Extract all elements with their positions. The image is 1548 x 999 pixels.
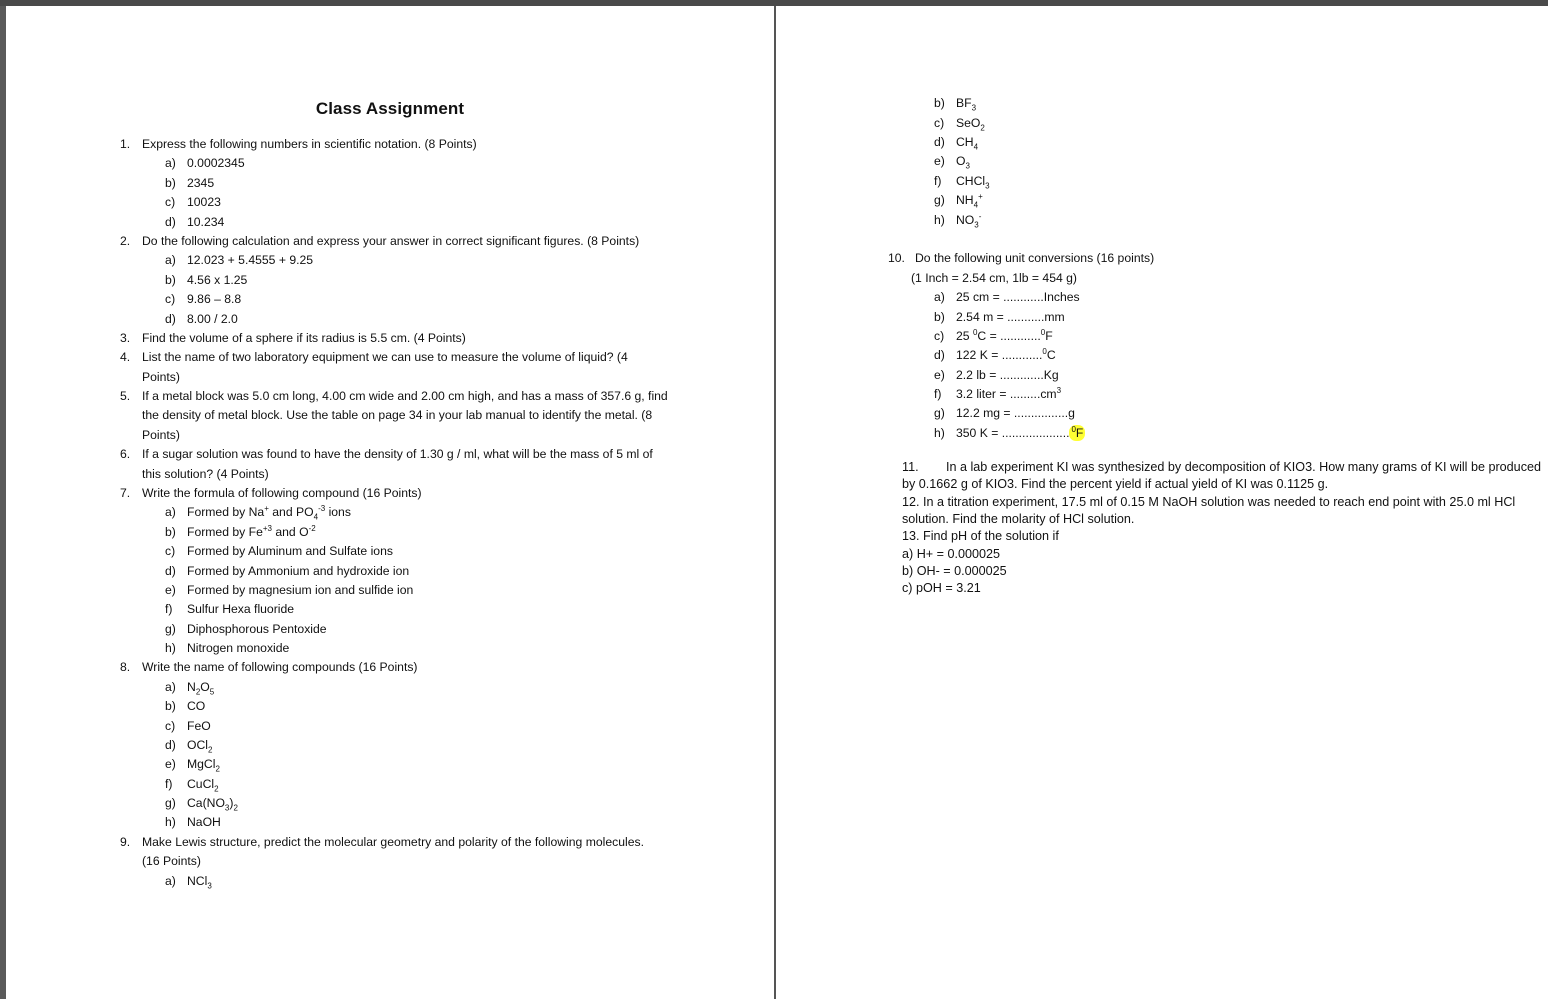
item-label: a) (165, 253, 176, 267)
list-item: a) H+ = 0.000025 (902, 547, 1001, 561)
list-item: 2.54 m = ...........mm (956, 310, 1065, 324)
question-3-text: Find the volume of a sphere if its radius is 5.5 cm. (4 Points) (142, 331, 466, 345)
item-label: b) (934, 310, 945, 324)
item-label: a) (165, 156, 176, 170)
question-number: 8. (120, 660, 131, 674)
question-number: 3. (120, 331, 131, 345)
list-item: 25 $^0$C = ............$^0$F (956, 327, 1053, 343)
list-item: Formed by Aluminum and Sulfate ions (187, 544, 393, 558)
item-label: d) (165, 215, 176, 229)
item-label: c) (934, 329, 945, 343)
formula-item: CuCl$_2$ (187, 777, 219, 794)
question-5-text-cont: the density of metal block. Use the table on page 34 in your lab manual to identify the metal. (8 (142, 408, 653, 422)
list-item: 10023 (187, 195, 221, 209)
item-label: d) (934, 135, 945, 149)
formula-item: $CH_4$ (956, 135, 979, 152)
item-label: a) (165, 874, 176, 888)
item-label: e) (165, 583, 176, 597)
question-11-text-cont: by 0.1662 g of KIO3. Find the percent yield if actual yield of KI was 0.1125 g. (902, 477, 1329, 491)
question-4-text-cont: Points) (142, 370, 180, 384)
question-13-text: 13. Find pH of the solution if (902, 529, 1059, 543)
list-item: 122 K = ............$^0$C (956, 346, 1056, 362)
item-label: h) (934, 426, 945, 440)
question-number: 2. (120, 234, 131, 248)
question-number: 7. (120, 486, 131, 500)
item-label: f) (934, 174, 942, 188)
list-item: Sulfur Hexa fluoride (187, 602, 295, 616)
item-label: h) (934, 213, 945, 227)
item-label: c) (165, 544, 176, 558)
formula-item: FeO (187, 719, 211, 733)
item-label: a) (165, 505, 176, 519)
item-label: h) (165, 641, 176, 655)
question-9-text-cont: (16 Points) (142, 854, 201, 868)
item-label: d) (165, 738, 176, 752)
item-label: h) (165, 815, 176, 829)
list-item: 2.2 lb = .............Kg (956, 368, 1059, 382)
formula-item: CO (187, 699, 206, 713)
item-label: b) (165, 699, 176, 713)
highlight: $^0$F (1071, 424, 1084, 440)
question-number: 11. (902, 460, 919, 474)
question-number: 4. (120, 350, 131, 364)
question-6-text-cont: this solution? (4 Points) (142, 467, 269, 481)
formula-item: NaOH (187, 815, 221, 829)
conversion-factors: (1 Inch = 2.54 cm, 1lb = 454 g) (911, 271, 1077, 285)
question-number: 6. (120, 447, 131, 461)
list-item: Nitrogen monoxide (187, 641, 290, 655)
item-label: g) (934, 193, 945, 207)
item-label: d) (165, 312, 176, 326)
list-item: 10.234 (187, 215, 225, 229)
formula-item: $NH_4^+$ (956, 191, 983, 210)
item-label: g) (165, 622, 176, 636)
question-10-text: Do the following unit conversions (16 points) (915, 251, 1155, 265)
question-2-text: Do the following calculation and express your answer in correct significant figures. (8 Points) (142, 234, 640, 248)
item-label: b) (934, 96, 945, 110)
item-label: f) (165, 777, 173, 791)
item-label: b) (165, 525, 176, 539)
question-8-text: Write the name of following compounds (16 Points) (142, 660, 418, 674)
page-title: Class Assignment (315, 99, 465, 118)
question-6-text: If a sugar solution was found to have the density of 1.30 g / ml, what will be the mass of 5 ml of (142, 447, 653, 461)
list-item: 2345 (187, 176, 215, 190)
formula-item: $BF_3$ (956, 96, 977, 113)
list-item: Formed by $Fe^{+3}$ and $O^{-2}$ (187, 523, 316, 539)
list-item: 9.86 – 8.8 (187, 292, 242, 306)
item-label: b) (165, 273, 176, 287)
list-item: c) pOH = 3.21 (902, 581, 981, 595)
formula-item: CHCl$_3$ (956, 174, 990, 191)
question-7-text: Write the formula of following compound (16 Points) (142, 486, 422, 500)
list-item: 25 cm = ............Inches (956, 290, 1080, 304)
list-item: Diphosphorous Pentoxide (187, 622, 327, 636)
formula-item: OCl$_2$ (187, 738, 213, 755)
list-item: 4.56 x 1.25 (187, 273, 248, 287)
question-1-text: Express the following numbers in scientific notation. (8 Points) (142, 137, 477, 151)
formula-item: $N_2O_5$ (187, 680, 215, 697)
item-label: e) (934, 368, 945, 382)
question-9-text: Make Lewis structure, predict the molecular geometry and polarity of the following molecules. (142, 835, 644, 849)
item-label: d) (165, 564, 176, 578)
list-item: 8.00 / 2.0 (187, 312, 238, 326)
item-label: f) (165, 602, 173, 616)
question-4-text: List the name of two laboratory equipment we can use to measure the volume of liquid? (4 (142, 350, 628, 364)
item-label: g) (165, 796, 176, 810)
item-label: e) (934, 154, 945, 168)
document-page-1 (6, 6, 774, 999)
question-5-text-cont: Points) (142, 428, 180, 442)
question-number: 5. (120, 389, 131, 403)
formula-item: SeO$_2$ (956, 116, 985, 133)
question-number: 10. (888, 251, 905, 265)
question-5-text: If a metal block was 5.0 cm long, 4.00 cm wide and 2.00 cm high, and has a mass of 357.6 g, find (142, 389, 668, 403)
item-label: d) (934, 348, 945, 362)
list-item: Formed by Ammonium and hydroxide ion (187, 564, 410, 578)
question-12-text-cont: solution. Find the molarity of HCl solution. (902, 512, 1135, 526)
list-item: 0.0002345 (187, 156, 245, 170)
list-item: b) OH- = 0.000025 (902, 564, 1007, 578)
formula-item: NCl$_3$ (187, 874, 212, 891)
item-label: a) (165, 680, 176, 694)
item-label: c) (165, 195, 176, 209)
question-11-text: In a lab experiment KI was synthesized by decomposition of KIO3. How many grams of KI will be produced (946, 460, 1541, 474)
list-item: Formed by magnesium ion and sulfide ion (187, 583, 414, 597)
item-label: g) (934, 406, 945, 420)
question-12-text: 12. In a titration experiment, 17.5 ml of 0.15 M NaOH solution was needed to reach end point with 25.0 ml HCl (902, 495, 1516, 509)
formula-item: $Ca(NO_3)_2$ (187, 796, 238, 813)
formula-item: MgCl$_2$ (187, 757, 220, 774)
item-label: e) (165, 757, 176, 771)
document-page-2 (776, 6, 1548, 999)
question-number: 9. (120, 835, 131, 849)
list-item: 12.023 + 5.4555 + 9.25 (187, 253, 314, 267)
list-item: 12.2 mg = ................g (956, 406, 1075, 420)
formula-item: $O_3$ (956, 154, 970, 171)
item-label: c) (934, 116, 945, 130)
question-number: 1. (120, 137, 131, 151)
list-item: Formed by Na+ and $PO_4^{-3}$ ions (187, 503, 351, 522)
item-label: b) (165, 176, 176, 190)
item-label: c) (165, 292, 176, 306)
formula-item: $NO_3^-$ (956, 211, 982, 230)
list-item: 350 K = .................... $^0$F (956, 424, 1084, 440)
item-label: c) (165, 719, 176, 733)
item-label: f) (934, 387, 942, 401)
item-label: a) (934, 290, 945, 304)
list-item: 3.2 liter = $.........cm^3$ (956, 385, 1062, 401)
